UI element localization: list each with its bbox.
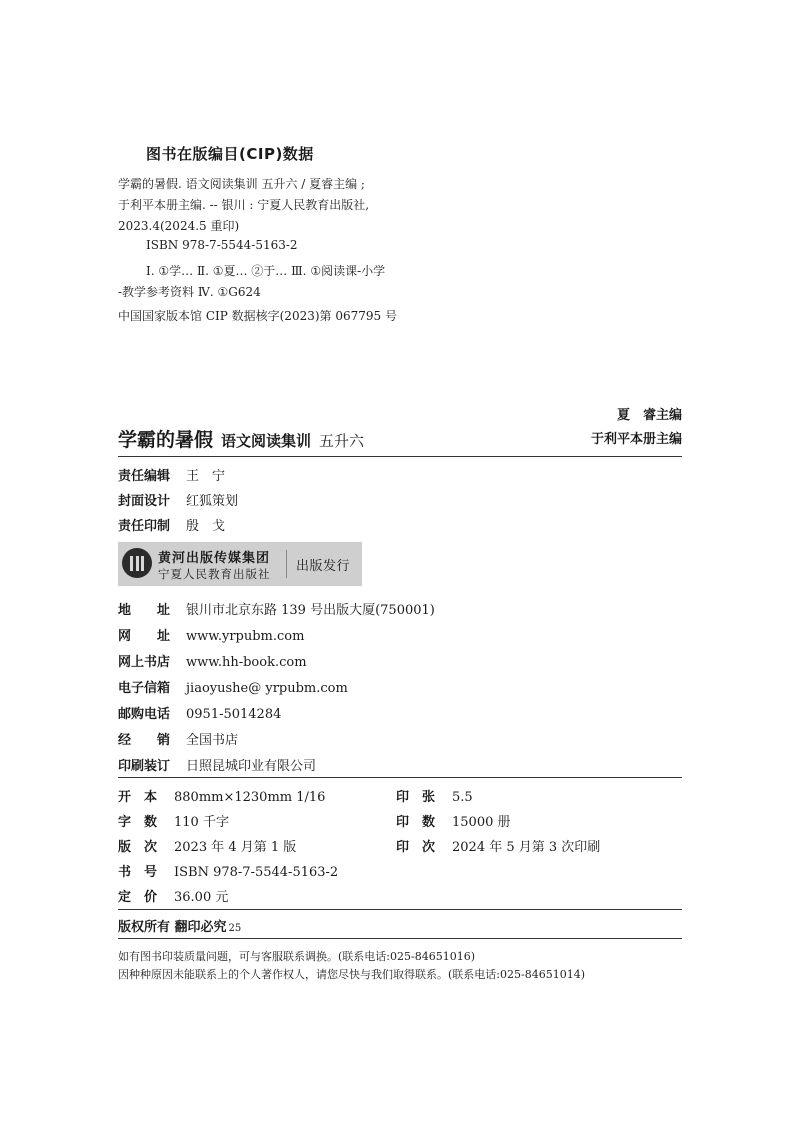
contact-row [118, 625, 304, 644]
cip-record-number: 中国国家版本馆 CIP 数据核字(2023)第 067795 号 [118, 309, 397, 323]
book-title [118, 425, 364, 452]
spec-value: 36.00 元 [174, 890, 229, 905]
spec-value: 880mm×1230mm 1/16 [174, 790, 326, 805]
credit-label: 封面设计 [118, 494, 171, 509]
spec-printing [396, 836, 600, 855]
spec-words [118, 811, 229, 830]
publisher-logo-icon [122, 548, 152, 578]
contact-value: 银川市北京东路 139 号出版大厦(750001) [186, 603, 435, 618]
spec-label: 版 次 [118, 840, 158, 855]
publisher-name: 宁夏人民教育出版社 [158, 567, 271, 581]
spec-value: 2024 年 5 月第 3 次印刷 [452, 840, 601, 855]
contact-row [118, 677, 348, 696]
spec-value: 2023 年 4 月第 1 版 [174, 840, 297, 855]
notice-quality: 如有图书印装质量问题，可与客服联系调换。(联系电话:025-84651016) [118, 950, 475, 963]
spec-value: 5.5 [452, 790, 473, 805]
spec-price [118, 886, 228, 905]
spec-label: 书 号 [118, 865, 158, 880]
spec-value: 15000 册 [452, 815, 511, 830]
book-title-sub: 语文阅读集训 [221, 432, 312, 450]
spec-sheets [396, 786, 473, 805]
spec-label: 印 数 [396, 815, 436, 830]
spec-copies [396, 811, 511, 830]
contact-value: 日照昆城印业有限公司 [186, 759, 317, 774]
spec-label: 印 张 [396, 790, 436, 805]
spec-label: 定 价 [118, 890, 158, 905]
credit-label: 责任编辑 [118, 469, 171, 484]
publisher-banner [118, 542, 362, 586]
chief-editor: 夏 睿主编 [616, 408, 682, 423]
contact-label: 网 址 [118, 629, 171, 644]
cip-line-3: 2023.4(2024.5 重印) [118, 219, 240, 233]
cip-title: 图书在版编目(CIP)数据 [146, 145, 314, 163]
credit-row [118, 515, 225, 534]
credit-value: 殷 戈 [186, 519, 226, 534]
credit-row [118, 490, 238, 509]
spec-value: 110 千字 [174, 815, 229, 830]
cip-line-2: 于利平本册主编. -- 银川 : 宁夏人民教育出版社, [118, 198, 370, 212]
contact-label: 地 址 [118, 603, 171, 618]
cip-classification-1: Ⅰ. ①学… Ⅱ. ①夏… ②于… Ⅲ. ①阅读课-小学 [146, 264, 386, 278]
credit-value: 红狐策划 [186, 494, 239, 509]
publisher-issue-label: 出版发行 [296, 559, 351, 574]
volume-editor: 于利平本册主编 [590, 432, 682, 447]
contact-value: www.yrpubm.com [186, 629, 305, 644]
spec-label: 字 数 [118, 815, 158, 830]
contact-row [118, 599, 435, 618]
rights-rule [118, 938, 682, 939]
contact-label: 经 销 [118, 733, 171, 748]
spec-isbn [118, 861, 338, 880]
contact-value: www.hh-book.com [186, 655, 307, 670]
cip-isbn: ISBN 978-7-5544-5163-2 [146, 238, 298, 252]
book-title-main: 学霸的暑假 [118, 429, 214, 451]
copyright-line [118, 916, 241, 935]
contact-value: 0951-5014284 [186, 707, 282, 722]
copyright-text: 版权所有 翻印必究 [118, 920, 227, 935]
contact-label: 邮购电话 [118, 707, 171, 722]
contact-row [118, 651, 307, 670]
contact-row [118, 703, 281, 722]
spec-label: 印 次 [396, 840, 436, 855]
contact-row [118, 755, 316, 774]
contact-value: jiaoyushe@ yrpubm.com [186, 681, 348, 696]
specs-top-rule [118, 777, 682, 778]
notice-copyright-holders: 因种种原因未能联系上的个人著作权人，请您尽快与我们取得联系。(联系电话:025-84651014) [118, 968, 585, 981]
spec-label: 开 本 [118, 790, 158, 805]
spec-value: ISBN 978-7-5544-5163-2 [174, 865, 339, 880]
spec-edition [118, 836, 296, 855]
contact-label: 网上书店 [118, 655, 171, 670]
contact-label: 印刷装订 [118, 759, 171, 774]
contact-row [118, 729, 238, 748]
header-rule [118, 456, 682, 457]
contact-value: 全国书店 [186, 733, 239, 748]
specs-bottom-rule [118, 909, 682, 910]
publisher-divider [286, 550, 287, 578]
cip-line-1: 学霸的暑假. 语文阅读集训 五升六 / 夏睿主编 ; [118, 177, 365, 191]
publisher-group-name: 黄河出版传媒集团 [158, 551, 271, 566]
spec-format [118, 786, 325, 805]
cip-classification-2: -教学参考资料 Ⅳ. ①G624 [118, 285, 261, 299]
print-code: 25 [228, 923, 242, 934]
credit-value: 王 宁 [186, 469, 226, 484]
contact-label: 电子信箱 [118, 681, 171, 696]
credit-row [118, 465, 225, 484]
credit-label: 责任印制 [118, 519, 171, 534]
book-title-grade: 五升六 [319, 432, 365, 450]
